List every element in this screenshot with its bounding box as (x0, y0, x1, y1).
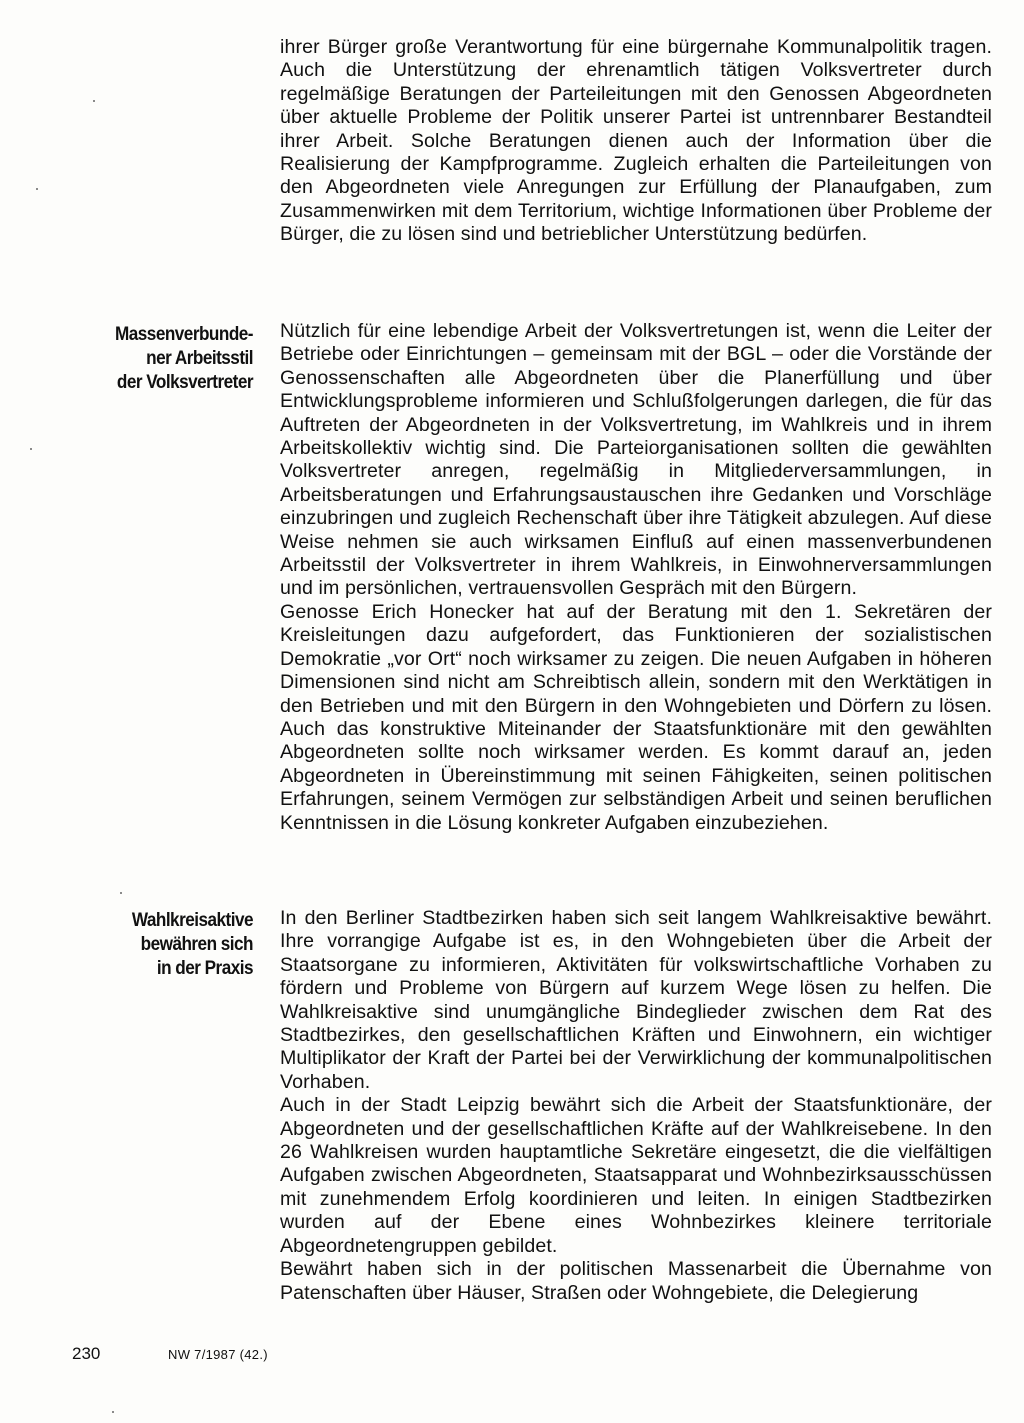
scan-speck (120, 892, 122, 894)
scan-speck (112, 1411, 114, 1413)
scan-speck (93, 100, 95, 102)
heading-line: bewähren sich (140, 933, 253, 955)
page-number: 230 (72, 1344, 101, 1363)
heading-line: in der Praxis (156, 957, 253, 979)
issue-reference: NW 7/1987 (42.) (168, 1347, 268, 1362)
body-paragraph: Nützlich für eine lebendige Arbeit der Volksvertretungen ist, wenn die Leiter der Betriebe oder Einrichtungen – gemeinsam mit der BGL – oder die Vorstände der Genossenschaften alle Abgeordneten über die Planerfüllung und über Entwicklungsprobleme informieren und Schlußfolgerungen darlegen, die für das Auftreten der Abgeordneten in der Volksvertretung, im Wahlkreis und in ihrem Arbeitskollektiv wichtig sind. Die Parteiorganisationen sollten die gewählten Volksvertreter anregen, regelmäßig in Mitgliederversammlungen, in Arbeitsberatungen und Erfahrungsaustauschen ihre Gedanken und Vorschläge einzubringen und zugleich Rechenschaft über ihre Tätigkeit abzulegen. Auf diese Weise nehmen sie auch wirksamen Einfluß auf einen massenverbundenen Arbeitsstil der Volksvertreter in ihrem Wahlkreis, in Einwohnerversammlungen und im persönlichen, vertrauensvollen Gespräch mit den Bürgern. (280, 320, 992, 600)
heading-line: der Volksvertreter (116, 371, 253, 393)
heading-line: Wahlkreisaktive (131, 909, 253, 931)
section-heading-arbeitsstil (83, 322, 253, 394)
section-body-wahlkreisaktive (280, 907, 992, 1305)
section-heading-wahlkreisaktive (83, 908, 253, 980)
body-paragraph: Bewährt haben sich in der politischen Massenarbeit die Übernahme von Patenschaften über Häuser, Straßen oder Wohngebiete, die Delegierung (280, 1258, 992, 1304)
body-paragraph: Auch in der Stadt Leipzig bewährt sich die Arbeit der Staatsfunktionäre, der Abgeordneten und der gesellschaftlichen Kräfte auf der Wahlkreisebene. In den 26 Wahlkreisen wurden hauptamtliche Sekretäre eingesetzt, die die vielfältigen Aufgaben zwischen Abgeordneten, Staatsapparat und Wohnbezirksausschüssen mit zunehmendem Erfolg koordinieren und leiten. In einigen Stadtbezirken wurden auf der Ebene eines Wohnbezirkes kleinere territoriale Abgeordnetengruppen gebildet. (280, 1094, 992, 1257)
scan-speck (30, 448, 32, 450)
body-paragraph: Genosse Erich Honecker hat auf der Beratung mit den 1. Sekretären der Kreisleitungen dazu aufgefordert, das Funktionieren der sozialistischen Demokratie „vor Ort“ noch wirksamer zu zeigen. Die neuen Aufgaben in höheren Dimensionen sind nicht am Schreibtisch allein, sondern mit den Werktätigen in den Betrieben und mit den Bürgern in den Wohngebieten und Dörfern zu lösen. Auch das konstruktive Miteinander der Staatsfunktionäre mit den gewählten Abgeordneten sollte noch wirksamer werden. Es kommt darauf an, jeden Abgeordneten in Übereinstimmung mit seinen Fähigkeiten, seinen politischen Erfahrungen, seinem Vermögen zur selbständigen Arbeit und seinen beruflichen Kenntnissen in die Lösung konkreter Aufgaben einzubeziehen. (280, 600, 992, 834)
scan-speck (36, 188, 38, 190)
heading-line: ner Arbeitsstil (146, 347, 253, 369)
intro-paragraph-block (280, 36, 992, 247)
body-paragraph: In den Berliner Stadtbezirken haben sich seit langem Wahlkreisaktive bewährt. Ihre vorrangige Aufgabe ist es, in den Wohngebieten über die Arbeit der Staatsorgane zu informieren, Aktivitäten für volkswirtschaftliche Vorhaben zu fördern und Probleme von Bürgern auf kurzem Wege lösen zu helfen. Die Wahlkreisaktive sind unumgängliche Bindeglieder zwischen dem Rat des Stadtbezirkes, den gesellschaftlichen Kräften und Einwohnern, ein wichtiger Multiplikator der Kraft der Partei bei der Verwirklichung der kommunalpolitischen Vorhaben. (280, 907, 992, 1093)
section-body-arbeitsstil (280, 320, 992, 835)
heading-line: Massenverbunde- (115, 323, 253, 345)
intro-paragraph: ihrer Bürger große Verantwortung für eine bürgernahe Kommunalpolitik tragen. Auch die Unterstützung der ehrenamtlich tätigen Volksvertreter durch regelmäßige Beratungen der Parteileitungen mit den Genossen Abgeordneten über aktuelle Probleme der Politik unserer Partei ist untrennbarer Bestandteil ihrer Arbeit. Solche Beratungen dienen auch der Information über die Realisierung der Kampfprogramme. Zugleich erhalten die Parteileitungen von den Abgeordneten viele Anregungen zur Erfüllung der Planaufgaben, zum Zusammenwirken mit dem Territorium, wichtige Informationen über Probleme der Bürger, die zu lösen sind und betrieblicher Unterstützung bedürfen. (280, 36, 992, 246)
